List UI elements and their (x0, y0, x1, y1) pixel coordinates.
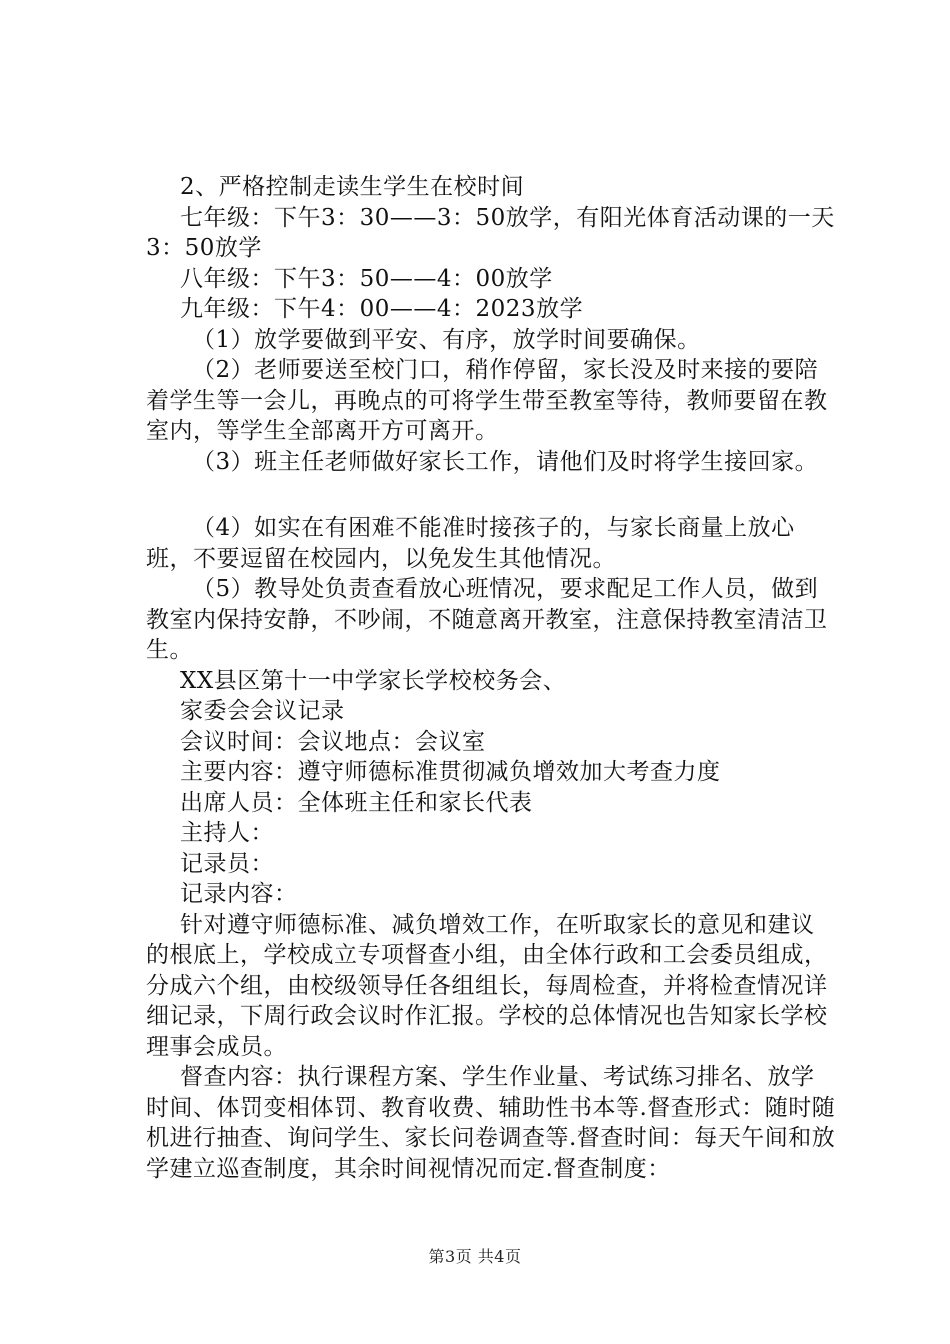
paragraph: 督查内容：执行课程方案、学生作业量、考试练习排名、放学时间、体罚变相体罚、教育收费、辅助性书本等.督查形式：随时随机进行抽查、询问学生、家长问卷调查等.督查时间：每天午间和放学建立巡查制度，其余时间视情况而定.督查制度： (146, 1064, 836, 1182)
paragraph: 2、严格控制走读生学生在校时间 (180, 174, 525, 200)
document-body (146, 172, 836, 1184)
paragraph: 九年级：下午4：00——4：2023放学 (180, 296, 584, 322)
paragraph: （3）班主任老师做好家长工作，请他们及时将学生接回家。 (192, 448, 819, 475)
paragraph: 家委会会议记录 (180, 698, 345, 724)
paragraph-gap (146, 477, 836, 513)
paragraph: 出席人员：全体班主任和家长代表 (180, 789, 533, 816)
paragraph: 七年级：下午3：30——3：50放学，有阳光体育活动课的一天3：50放学 (146, 204, 835, 261)
paragraph: （2）老师要送至校门口，稍作停留，家长没及时来接的要陪着学生等一会儿，再晚点的可将学生带至教室等待，教师要留在教室内，等学生全部离开方可离开。 (146, 357, 828, 444)
paragraph: 主持人： (180, 820, 274, 846)
paragraph: XX县区第十一中学家长学校校务会、 (180, 667, 567, 694)
paragraph: 记录员： (180, 850, 274, 877)
page-footer: 第3页 共4页 (428, 1247, 522, 1266)
paragraph: （5）教导处负责查看放心班情况，要求配足工作人员，做到教室内保持安静，不吵闹，不随意离开教室，注意保持教室清洁卫生。 (146, 576, 828, 663)
paragraph: 会议时间：会议地点：会议室 (180, 728, 486, 755)
paragraph: 主要内容：遵守师德标准贯彻减负增效加大考查力度 (180, 759, 721, 785)
paragraph: （1）放学要做到平安、有序，放学时间要确保。 (192, 326, 701, 353)
paragraph: （4）如实在有困难不能准时接孩子的，与家长商量上放心班，不要逗留在校园内，以免发生其他情况。 (146, 515, 795, 572)
paragraph: 针对遵守师德标准、减负增效工作，在听取家长的意见和建议的根底上，学校成立专项督查小组，由全体行政和工会委员组成，分成六个组，由校级领导任各组组长，每周检查，并将检查情况详细记录，下周行政会议时作汇报。学校的总体情况也告知家长学校理事会成员。 (146, 911, 828, 1060)
paragraph: 八年级：下午3：50——4：00放学 (180, 265, 553, 292)
paragraph: 记录内容： (180, 881, 298, 907)
